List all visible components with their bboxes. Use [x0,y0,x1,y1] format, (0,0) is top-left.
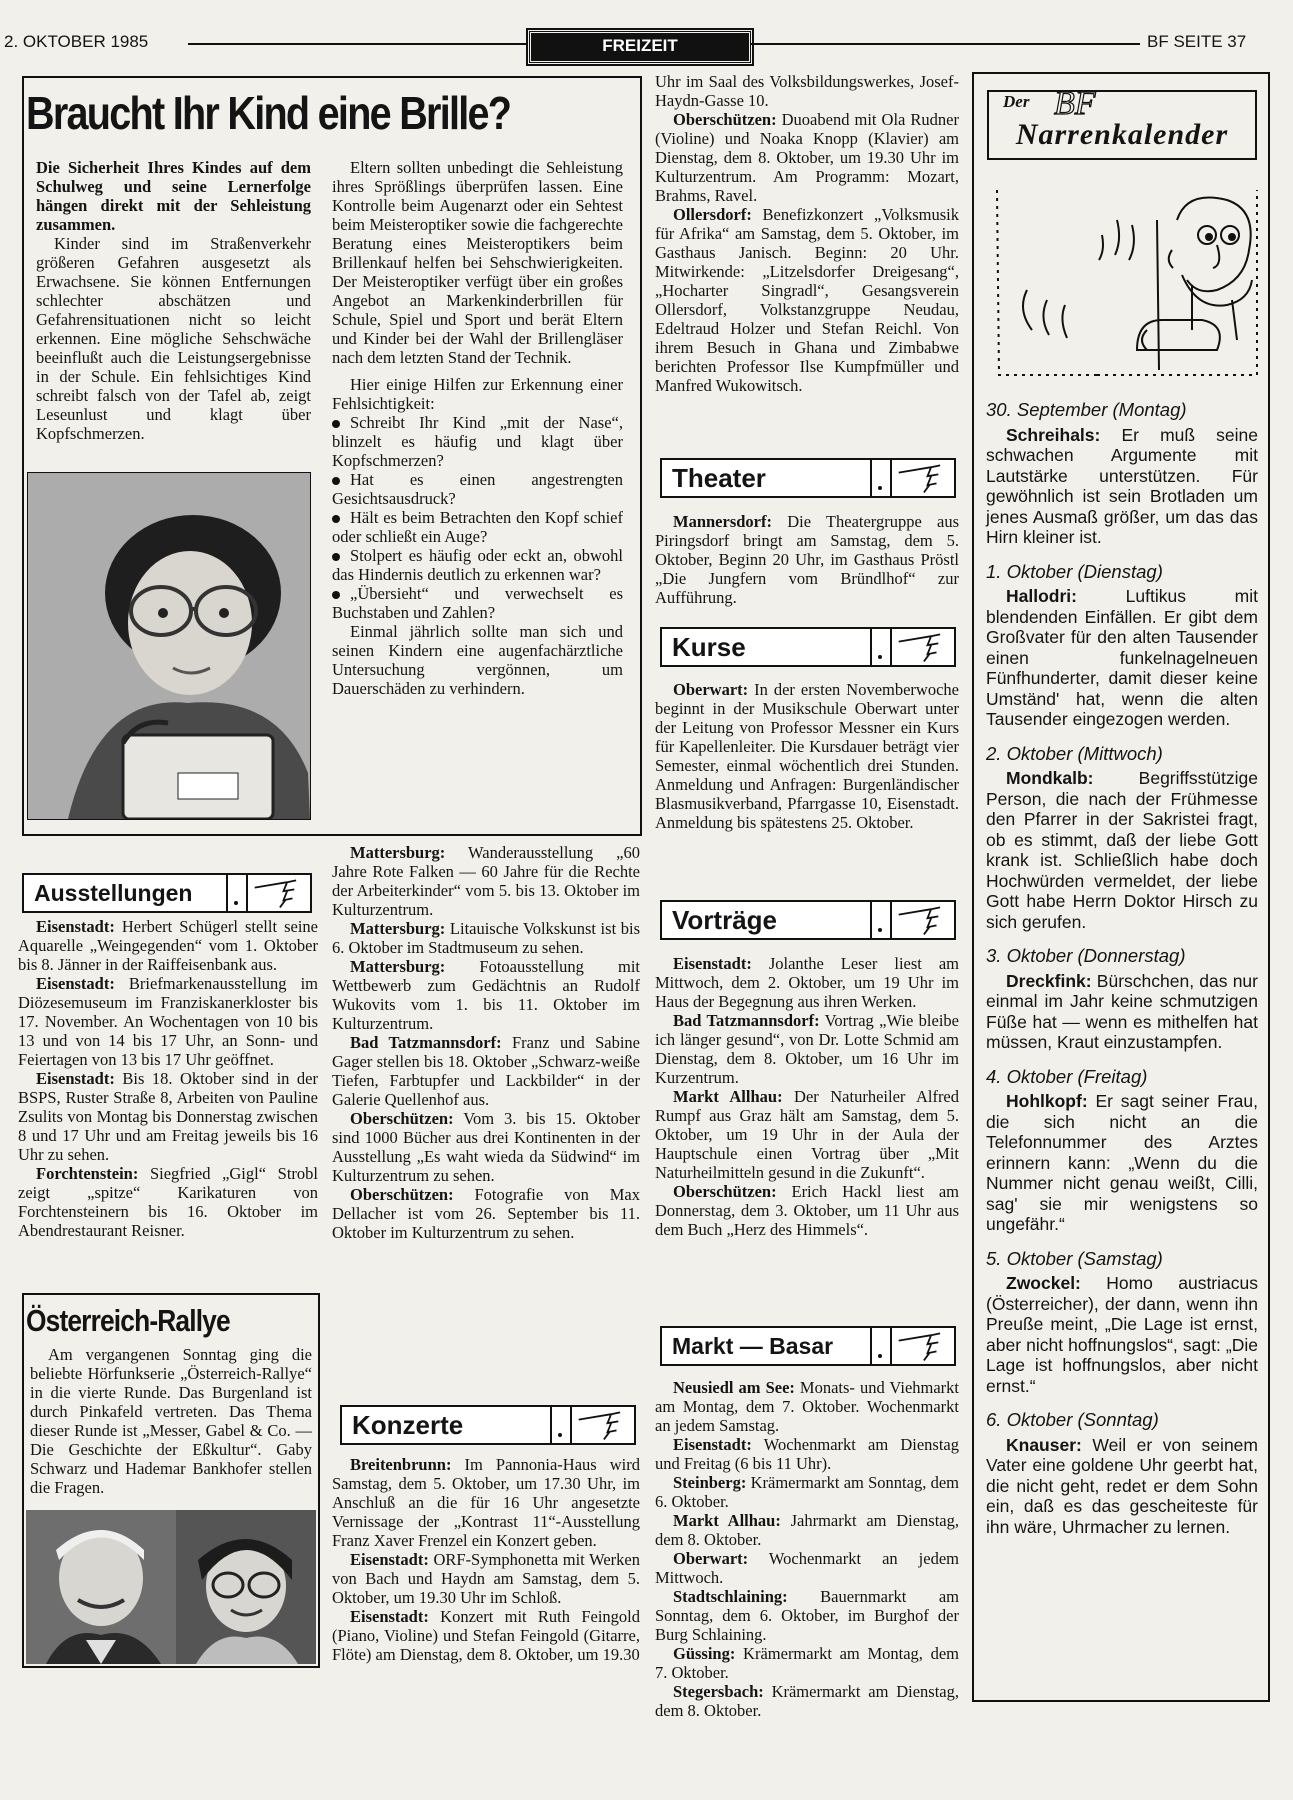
event-text: Wanderausstellung „60 Jahre Rote Falken — 60 Jahre für die Rechte der Arbeiterkinder“ vom 5. bis 13. Oktober im Kulturzentrum. [332,843,640,919]
event-place: Oberwart: [673,680,749,699]
brille-bullet [332,584,623,622]
event-item [332,1550,640,1607]
konzerte-label: Konzerte [352,1409,464,1440]
event-item [332,1033,640,1109]
col3-continued: Uhr im Saal des Volksbildungswerkes, Josef-Haydn-Gasse 10. [655,72,959,110]
event-item [18,974,318,1069]
event-item [655,205,959,395]
event-text: Vortrag „Wie bleibe ich länger gesund“, von Dr. Lotte Schmid am Dienstag, dem 8. Oktober, um 16 Uhr im Kurzentrum. [655,1011,959,1087]
event-item [332,843,640,919]
jester-cartoon-image [987,180,1262,395]
event-text: Fotografie von Max Dellacher ist vom 26. September bis 11. Oktober im Kulturzentrum zu sehen. [332,1185,641,1242]
header-date: 2. OKTOBER 1985 [4,32,149,51]
event-item [655,1011,959,1087]
theater-label: Theater [672,462,766,493]
event-item [18,1164,318,1240]
brille-bullet [332,546,623,584]
event-place: Mattersburg: [350,957,446,976]
event-item [18,917,318,974]
event-place: Markt Allhau: [673,1511,781,1530]
kalender-term: Mondkalb: [1006,768,1094,788]
event-place: Mannersdorf: [673,512,772,531]
kalender-date: 3. Oktober (Donnerstag) [986,945,1186,966]
dot-icon [870,1328,892,1364]
kalender-text: Er muß seine schwachen Argumente mit Lautstärke unterstützen. Für gewöhnlich ist sein Brotladen um jenes Ausmaß größer, um das das Hirn kleiner ist. [986,424,1258,547]
event-text: Konzert mit Ruth Feingold (Piano, Violine) und Stefan Feingold (Gitarre, Flöte) am Dienstag, dem 8. Oktober, um 19.30 [332,1607,640,1664]
kalender-term: Zwockel: [1006,1273,1081,1293]
event-item [655,1682,959,1720]
event-place: Mattersburg: [350,843,446,862]
event-text: Fotoausstellung mit Wettbewerb zum Gedächtnis an Rudolf Wukovits vom 1. bis 11. Oktober im Kulturzentrum. [332,957,640,1033]
event-place: Eisenstadt: [36,1069,115,1088]
kalender-date: 30. September (Montag) [986,399,1187,420]
kalender-entry [986,1410,1258,1537]
event-place: Oberschützen: [350,1109,454,1128]
bullet-text: Schreibt Ihr Kind „mit der Nase“, blinzelt es häufig und klagt über Kopfschmerzen? [332,413,623,470]
header-section [528,30,752,64]
event-place: Eisenstadt: [36,917,115,936]
kalender-text: Bürschchen, das nur einmal im Jahr keine schmutzigen Füße hat — wenn es mithelfen hat müssen, Kraut einzustampfen. [986,970,1258,1052]
dot-icon [870,902,892,938]
event-place: Oberschützen: [673,1182,777,1201]
dot-icon [870,460,892,496]
event-item [655,1473,959,1511]
pointing-hand-icon [892,460,954,496]
rallye-photo [26,1510,316,1664]
event-item [655,954,959,1011]
event-place: Breitenbrunn: [350,1455,452,1474]
child-photo [27,472,311,820]
kalender-term: Dreckfink: [1006,970,1092,991]
brille-col1 [36,158,311,443]
brille-p3: Hier einige Hilfen zur Erkennung einer Fehlsichtigkeit: [332,375,623,413]
header-page: BF SEITE 37 [1147,32,1247,51]
kalender-text: Homo austriacus (Österreicher), der dann, wenn ihn Preuße meint, „Die Lage ist ernst, aber nicht hoffnungslos“, sagt: „Die Lage ist hoffnungslos, aber nicht ernst.“ [986,1273,1258,1396]
event-item [655,1087,959,1182]
markt-header [660,1326,956,1366]
event-item [332,1185,640,1242]
event-place: Neusiedl am See: [673,1378,795,1397]
event-item [655,1378,959,1435]
event-place: Ollersdorf: [673,205,752,224]
event-text: Briefmarkenausstellung im Diözesemuseum im Franziskanerkloster bis 17. November. An Wochentagen von 10 bis 13 und von 14 bis 17 Uhr, an Sonn- und Feiertagen von 13 bis 17 Uhr geöffnet. [18,974,318,1069]
header-rule-right [750,43,1140,45]
event-text: ORF-Symphonetta mit Werken von Bach und Haydn am Samstag, dem 5. Oktober, um 19.30 Uhr im Schloß. [332,1550,640,1607]
event-place: Steinberg: [673,1473,747,1492]
ausstellungen-header [22,873,312,913]
event-item [655,1435,959,1473]
svg-text:BF: BF [1054,85,1096,122]
rallye-body [30,1345,312,1497]
pointing-hand-icon [248,875,310,911]
event-place: Bad Tatzmannsdorf: [673,1011,820,1030]
event-item [655,1644,959,1682]
event-item [655,680,959,832]
brille-p4: Einmal jährlich sollte man sich und seinen Kindern eine augenfachärztliche Untersuchung vergönnen, um Dauerschäden zu verhindern. [332,622,623,698]
bullet-icon [332,591,340,599]
kalender-text: Er sagt seiner Frau, die sich nicht an die Telefonnummer des Arztes erinnern kann: „Wenn du die Nummer nicht genau weißt, Cilli, sag' sie mir wenigstens so ungefähr.“ [986,1091,1258,1234]
brille-p2: Eltern sollten unbedingt die Sehleistung ihres Sprößlings überprüfen lassen. Eine Kontrolle beim Augenarzt oder ein Sehtest beim Meisteroptiker sowie die fachgerechte Beratung eines Meisteroptikers beim Brillenkauf helfen bei Sehschwierigkeiten. Der Meisteroptiker verfügt über ein großes Angebot an Markenkinderbrillen für Schule, Spiel und Sport und berät Eltern und Kinder bei der Wahl der Brillengläser nach dem letzten Stand der Technik. [332,158,623,367]
brille-col2 [332,158,623,698]
brille-lead: Die Sicherheit Ihres Kindes auf dem Schulweg und seine Lernerfolge hängen direkt mit der Sehleistung zusammen. [36,158,311,234]
event-item [655,1511,959,1549]
brille-p1: Kinder sind im Straßenverkehr größeren Gefahren ausgesetzt als Erwachsene. Sie können Entfernungen schlechter abschätzen und Gefahrensituationen nicht so leicht erkennen. Eine mögliche Sehschwäche beeinflußt auch die Leistungsergebnisse in der Schule. Ein fehlsichtiges Kind schreibt falsch von der Tafel ab, zeigt Leseunlust und klagt über Kopfschmerzen. [36,234,311,443]
bullet-icon [332,477,340,485]
event-text: Krämermarkt am Sonntag, dem 6. Oktober. [655,1473,960,1511]
konzerte-header [340,1405,636,1445]
theater-body [655,512,959,607]
event-text: Herbert Schügerl stellt seine Aquarelle „Weingegenden“ vom 1. Oktober bis 8. Jänner in der Raiffeisenbank aus. [18,917,318,974]
event-place: Bad Tatzmannsdorf: [350,1033,502,1052]
event-place: Eisenstadt: [673,954,752,973]
event-text: Jahrmarkt am Dienstag, dem 8. Oktober. [655,1511,959,1549]
vortraege-header [660,900,956,940]
narrenkalender-title-small: Der [1003,92,1030,111]
event-item [655,1549,959,1587]
kalender-term: Knauser: [1006,1434,1082,1455]
event-place: Eisenstadt: [673,1435,752,1454]
event-text: In der ersten Novemberwoche beginnt in der Musikschule Oberwart unter der Leitung von Professor Messner ein Kurs für Kapellenleiter. Die Kursdauer beträgt vier Semester, einmal wöchentlich drei Stunden. Anmeldung und Anfragen: Burgenländischer Blasmusikverband, Pfarrgasse 10, Eisenstadt. Anmeldung bis spätestens 25. Oktober. [655,680,959,832]
event-place: Oberschützen: [350,1185,454,1204]
event-text: Siegfried „Gigl“ Strobl zeigt „spitze“ Karikaturen von Forchtensteinern bis 16. Oktober im Abendrestaurant Reisner. [18,1164,318,1240]
konzerte-body [332,1455,640,1664]
bullet-icon [332,553,340,561]
kurse-label: Kurse [672,631,746,662]
event-text: Im Pannonia-Haus wird Samstag, dem 5. Oktober, um 17.30 Uhr, im Anschluß an die für 16 Uhr angesetzte Vernissage der „Kontrast 11“-Ausstellung Franz Xaver Frenzel ein Konzert geben. [332,1455,640,1550]
brille-title: Braucht Ihr Kind eine Brille? [26,87,511,139]
kalender-entry [986,1067,1258,1235]
event-text: Duoabend mit Ola Rudner (Violine) und Noaka Knopp (Klavier) am Dienstag, dem 8. Oktober, um 19.30 Uhr im Kulturzentrum. Am Programm: Mozart, Brahms, Ravel. [655,110,960,205]
bullet-text: Hat es einen angestrengten Gesichtsausdruck? [332,470,623,508]
event-item [655,512,959,607]
event-text: Jolanthe Leser liest am Mittwoch, dem 2. Oktober, um 19 Uhr im Haus der Begegnung aus ihren Werken. [655,954,959,1011]
kalender-text: Begriffsstützige Person, die nach der Frühmesse den Pfarrer in der Sakristei fragt, ob es stimmt, daß der liebe Gott krank ist. Schließlich habe doch Hochwürden vermeldet, der liebe Gott habe Herrn Doktor Hirsch zu sich gerufen. [986,768,1258,932]
event-text: Benefizkonzert „Volksmusik für Afrika“ am Samstag, dem 5. Oktober, im Gasthaus Janisch. Beginn: 20 Uhr. Mitwirkende: „Litzelsdorfer Dreigesang“, „Hocharter Singradl“, Gesangsverein Ollersdorf, Volkstanzgruppe Neudau, Edeltraud Holzer und Stefan Reichl. Von ihrem Besuch in Ghana und Zimbabwe berichten Professor Ilse Kumpfmüller und Manfred Wukowitsch. [655,205,959,395]
bullet-icon [332,420,340,428]
event-text: Krämermarkt am Dienstag, dem 8. Oktober. [655,1682,960,1720]
kalender-term: Schreihals: [1006,424,1101,445]
kalender-entry [986,400,1258,548]
header-rule-left [188,43,526,45]
event-item [655,1182,959,1239]
ausstellungen-label: Ausstellungen [34,879,193,906]
kurse-header [660,627,956,667]
event-place: Oberwart: [673,1549,749,1568]
kalender-date: 1. Oktober (Dienstag) [986,560,1163,582]
event-text: Die Theatergruppe aus Piringsdorf bringt am Samstag, dem 5. Oktober, Beginn 20 Uhr, im Gasthaus Pröstl „Die Jungfern vom Bründlhof“ zur Aufführung. [655,512,960,607]
event-text: Wochenmarkt an jedem Mittwoch. [655,1549,959,1587]
pointing-hand-icon [892,902,954,938]
event-text: Bis 18. Oktober sind in der BSPS, Ruster Straße 8, Arbeiten von Pauline Zsulits von Montag bis Donnerstag zwischen 8 und 17 Uhr und am Freitag jeweils bis 16 Uhr zu sehen. [18,1069,318,1164]
rallye-text: Am vergangenen Sonntag ging die beliebte Hörfunkserie „Österreich-Rallye“ in die vierte Runde. Das Burgenland ist durch Pinkafeld vertreten. Das Thema dieser Runde ist „Messer, Gabel & Co. — Die Geschichte der Eßkultur“. Gaby Schwarz und Hademar Bankhofer stellen die Fragen. [30,1345,312,1497]
markt-body [655,1378,959,1720]
dot-icon [550,1407,572,1443]
event-place: Stadtschlaining: [673,1587,788,1606]
event-item [655,1587,959,1644]
kalender-date: 2. Oktober (Mittwoch) [986,742,1163,764]
brille-bullet [332,413,623,470]
brille-bullet [332,470,623,508]
bullet-text: „Übersieht“ und verwechselt es Buchstaben und Zahlen? [332,584,623,622]
event-item [655,110,959,205]
kalender-date: 6. Oktober (Sonntag) [986,1409,1159,1430]
event-text: Der Naturheiler Alfred Rumpf aus Graz hält am Samstag, dem 5. Oktober, um 19 Uhr in der Aula der Hauptschule einen Vortrag über „Mit Naturheilmitteln gesund in die Zukunft“. [655,1087,960,1182]
event-text: Litauische Volkskunst ist bis 6. Oktober im Stadtmuseum zu sehen. [332,919,640,957]
event-item [332,957,640,1033]
kalender-entry [986,1249,1258,1397]
event-place: Eisenstadt: [36,974,115,993]
event-text: Vom 3. bis 15. Oktober sind 1000 Bücher aus drei Kontinenten in der Ausstellung „Es waht wieda da Südwind“ im Kulturzentrum zu sehen. [332,1109,640,1185]
cartoon-illustration [987,180,1262,395]
kalender-entry [986,562,1258,730]
event-text: Monats- und Viehmarkt am Montag, dem 7. Oktober. Wochenmarkt an jedem Samstag. [655,1378,959,1435]
vortraege-label: Vorträge [672,904,777,935]
event-item [332,1109,640,1185]
pointing-hand-icon [572,1407,634,1443]
event-text: Krämermarkt am Montag, dem 7. Oktober. [655,1644,959,1682]
event-item [332,1607,640,1664]
vortraege-body [655,954,959,1239]
kalender-text: Luftikus mit blendenden Einfällen. Er gibt dem Großvater für den alten Tausender einen funkelnagelneuen Fünfhunderter, damit dieser keine Umständ' hat, wenn die alten Tausender eingezogen werden. [986,586,1258,729]
event-place: Güssing: [673,1644,736,1663]
event-text: Erich Hackl liest am Donnerstag, dem 3. Oktober, um 11 Uhr aus dem Buch „Herz des Himmels“. [655,1182,959,1239]
event-text: Wochenmarkt am Dienstag und Freitag (6 bis 11 Uhr). [655,1435,959,1473]
narrenkalender-entries [986,400,1258,1537]
event-item [332,919,640,957]
child-photo-image [28,473,310,819]
event-place: Stegersbach: [673,1682,764,1701]
event-place: Forchtenstein: [36,1164,139,1183]
kalender-text: Weil er von seinem Vater eine goldene Uhr geerbt hat, die nicht geht, redet er dem Sohn ein, daß es das gescheiteste für ihn wäre, Uhrmacher zu lernen. [986,1434,1258,1537]
event-text: Bauernmarkt am Sonntag, dem 6. Oktober, im Burghof der Burg Schlaining. [655,1587,960,1644]
kalender-entry [986,744,1258,933]
kalender-term: Hallodri: [1006,586,1077,606]
dot-icon [870,629,892,665]
kalender-date: 5. Oktober (Samstag) [986,1247,1163,1269]
rallye-title: Österreich-Rallye [26,1303,230,1338]
ausstellungen-col1 [18,917,318,1240]
header-section-label: FREIZEIT [602,36,678,55]
kalender-term: Hohlkopf: [1006,1091,1088,1111]
bf-monogram-icon [1050,82,1112,122]
event-place: Eisenstadt: [350,1607,429,1626]
bullet-icon [332,515,340,523]
event-place: Oberschützen: [673,110,777,129]
markt-label: Markt — Basar [672,1332,834,1359]
bullet-text: Hält es beim Betrachten den Kopf schief oder schließt ein Auge? [332,508,623,546]
event-text: Franz und Sabine Gager stellen bis 18. Oktober „Schwarz-weiße Tiefen, Farbtupfer und Lackbilder“ in der Galerie Quellenhof aus. [332,1033,640,1109]
event-item [18,1069,318,1164]
event-place: Mattersburg: [350,919,446,938]
kurse-body [655,680,959,832]
brille-bullet [332,508,623,546]
event-place: Markt Allhau: [673,1087,783,1106]
pointing-hand-icon [892,629,954,665]
rallye-photo-image [26,1510,316,1664]
kalender-entry [986,946,1258,1053]
bullet-text: Stolpert es häufig oder eckt an, obwohl das Hindernis deutlich zu erkennen war? [332,546,623,584]
kalender-date: 4. Oktober (Freitag) [986,1065,1148,1087]
narrenkalender-title: Narrenkalender [1015,118,1229,151]
dot-icon [226,875,248,911]
theater-header [660,458,956,498]
ausstellungen-col2 [332,843,640,1242]
event-item [332,1455,640,1550]
event-place: Eisenstadt: [350,1550,429,1569]
col3-top [655,72,959,395]
pointing-hand-icon [892,1328,954,1364]
